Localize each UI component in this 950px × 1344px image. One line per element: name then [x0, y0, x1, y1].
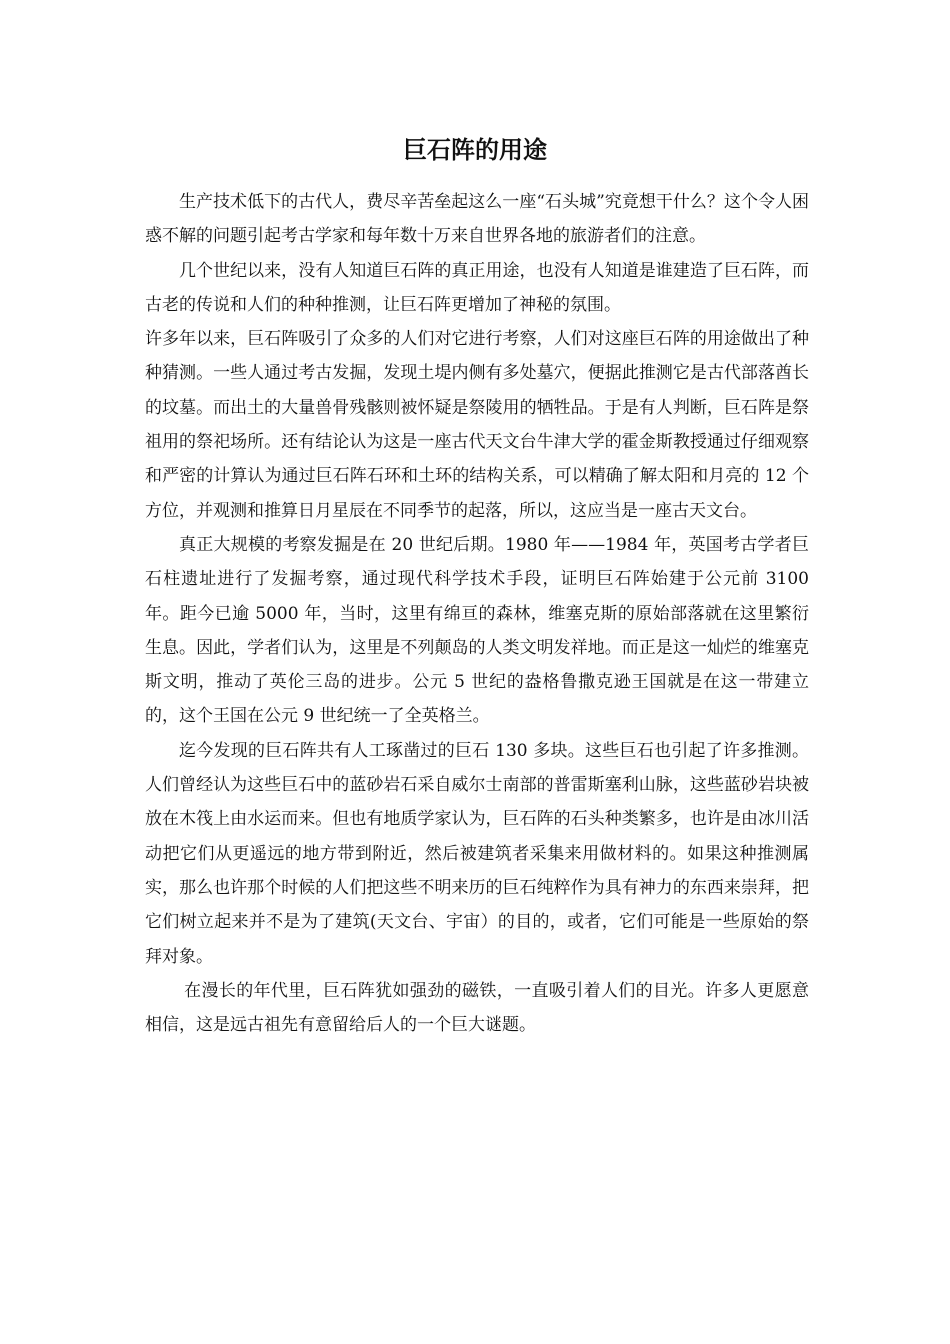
paragraph-stones: 迄今发现的巨石阵共有人工琢凿过的巨石 130 多块。这些巨石也引起了许多推测。人们曾经认为这些巨石中的蓝砂岩石采自威尔士南部的普雷斯塞利山脉，这些蓝砂岩块被放在木筏上由水运而来。但也有地质学家认为，巨石阵的石头种类繁多，也许是由冰川活动把它们从更遥远的地方带到附近，然后被建筑者采集来用做材料的。如果这种推测属实，那么也许那个时候的人们把这些不明来历的巨石纯粹作为具有神力的东西来崇拜，把它们树立起来并不是为了建筑(天文台、宇宙）的目的，或者，它们可能是一些原始的祭拜对象。: [145, 740, 809, 967]
paragraph-theories: 许多年以来，巨石阵吸引了众多的人们对它进行考察，人们对这座巨石阵的用途做出了种种猜测。一些人通过考古发掘，发现土堤内侧有多处墓穴，便据此推测它是古代部落酋长的坟墓。而出土的大量兽骨残骸则被怀疑是祭陵用的牺牲品。于是有人判断，巨石阵是祭祖用的祭祀场所。还有结论认为这是一座古代天文台牛津大学的霍金斯教授通过仔细观察和严密的计算认为通过巨石阵石环和土环的结构关系，可以精确了解太阳和月亮的 12 个方位，并观测和推算日月星辰在不同季节的起落，所以，这应当是一座古天文台。: [145, 329, 809, 521]
paragraph-intro: 生产技术低下的古代人，费尽辛苦垒起这么一座“石头城”究竟想干什么？这个令人困惑不解的问题引起考古学家和每年数十万来自世界各地的旅游者们的注意。: [145, 192, 809, 247]
paragraph-excavation: 真正大规模的考察发掘是在 20 世纪后期。1980 年——1984 年，英国考古学者巨石柱遗址进行了发掘考察，通过现代科学技术手段，证明巨石阵始建于公元前 3100 年。距今已逾 5000 年，当时，这里有绵亘的森林，维塞克斯的原始部落就在这里繁衍生息。因此，学者们认为，这里是不列颠岛的人类文明发祥地。而正是这一灿烂的维塞克斯文明，推动了英伦三岛的进步。公元 5 世纪的盎格鲁撒克逊王国就是在这一带建立的，这个王国在公元 9 世纪统一了全英格兰。: [145, 534, 809, 727]
document-body: [145, 185, 809, 1042]
document-title: 巨石阵的用途: [403, 136, 547, 164]
paragraph-conclusion: 在漫长的年代里，巨石阵犹如强劲的磁铁，一直吸引着人们的目光。许多人更愿意相信，这是远古祖先有意留给后人的一个巨大谜题。: [145, 980, 809, 1036]
paragraph-mystery: 几个世纪以来，没有人知道巨石阵的真正用途，也没有人知道是谁建造了巨石阵，而古老的传说和人们的种种推测，让巨石阵更增加了神秘的氛围。: [145, 260, 809, 315]
